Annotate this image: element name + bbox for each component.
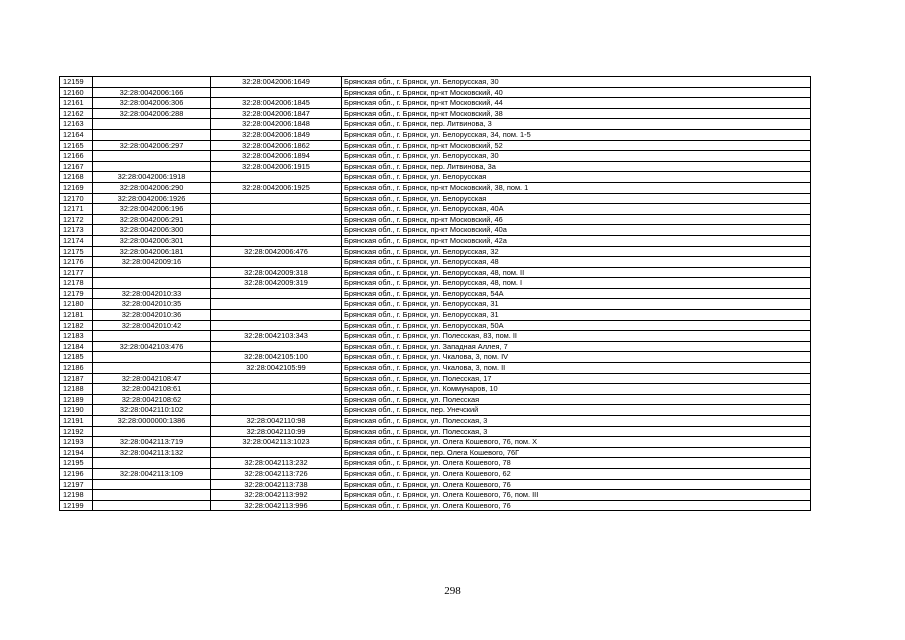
cadastral-number-land: 32:28:0042006:306 bbox=[93, 98, 211, 109]
cadastral-number-building bbox=[211, 394, 342, 405]
page-number: 298 bbox=[444, 585, 461, 597]
cadastral-number-land bbox=[93, 161, 211, 172]
table-row bbox=[60, 278, 811, 289]
cadastral-number-building: 32:28:0042105:99 bbox=[211, 363, 342, 374]
table-row bbox=[60, 490, 811, 501]
table-row bbox=[60, 108, 811, 119]
address-cell: Брянская обл., г. Брянск, ул. Белорусская, 54А bbox=[342, 288, 811, 299]
table-row bbox=[60, 161, 811, 172]
table-row bbox=[60, 363, 811, 374]
address-cell: Брянская обл., г. Брянск, ул. Полесская, 3 bbox=[342, 426, 811, 437]
address-cell: Брянская обл., г. Брянск, пр-кт Московский, 42а bbox=[342, 235, 811, 246]
cadastral-number-building: 32:28:0042006:1849 bbox=[211, 129, 342, 140]
table-row bbox=[60, 225, 811, 236]
address-cell: Брянская обл., г. Брянск, ул. Полесская, 17 bbox=[342, 373, 811, 384]
cadastral-number-land: 32:28:0042006:1918 bbox=[93, 172, 211, 183]
cadastral-number-land: 32:28:0042006:288 bbox=[93, 108, 211, 119]
cadastral-number-building: 32:28:0042105:100 bbox=[211, 352, 342, 363]
address-cell: Брянская обл., г. Брянск, пр-кт Московский, 52 bbox=[342, 140, 811, 151]
row-number: 12163 bbox=[60, 119, 93, 130]
address-cell: Брянская обл., г. Брянск, пр-кт Московский, 38, пом. 1 bbox=[342, 182, 811, 193]
cadastral-number-building bbox=[211, 235, 342, 246]
table-row bbox=[60, 373, 811, 384]
row-number: 12173 bbox=[60, 225, 93, 236]
row-number: 12199 bbox=[60, 500, 93, 511]
cadastral-number-building bbox=[211, 214, 342, 225]
address-cell: Брянская обл., г. Брянск, ул. Белорусская bbox=[342, 172, 811, 183]
row-number: 12188 bbox=[60, 384, 93, 395]
cadastral-number-land: 32:28:0042006:291 bbox=[93, 214, 211, 225]
table-row bbox=[60, 77, 811, 88]
cadastral-number-land: 32:28:0042006:297 bbox=[93, 140, 211, 151]
address-cell: Брянская обл., г. Брянск, ул. Коммунаров, 10 bbox=[342, 384, 811, 395]
table-row bbox=[60, 320, 811, 331]
row-number: 12194 bbox=[60, 447, 93, 458]
cadastral-number-building bbox=[211, 310, 342, 321]
cadastral-number-land: 32:28:0042006:300 bbox=[93, 225, 211, 236]
cadastral-number-land: 32:28:0042010:33 bbox=[93, 288, 211, 299]
row-number: 12174 bbox=[60, 235, 93, 246]
cadastral-number-building: 32:28:0042006:1862 bbox=[211, 140, 342, 151]
cadastral-number-building bbox=[211, 172, 342, 183]
address-cell: Брянская обл., г. Брянск, ул. Белорусская, 48, пом. II bbox=[342, 267, 811, 278]
row-number: 12191 bbox=[60, 416, 93, 427]
cadastral-number-building: 32:28:0042009:318 bbox=[211, 267, 342, 278]
table-row bbox=[60, 182, 811, 193]
cadastral-number-building: 32:28:0042006:1915 bbox=[211, 161, 342, 172]
address-cell: Брянская обл., г. Брянск, ул. Белорусская, 32 bbox=[342, 246, 811, 257]
address-cell: Брянская обл., г. Брянск, ул. Чкалова, 3, пом. IV bbox=[342, 352, 811, 363]
cadastral-number-building: 32:28:0042006:476 bbox=[211, 246, 342, 257]
cadastral-number-land bbox=[93, 458, 211, 469]
cadastral-number-land bbox=[93, 479, 211, 490]
cadastral-number-land bbox=[93, 267, 211, 278]
table-row bbox=[60, 235, 811, 246]
cadastral-number-building bbox=[211, 204, 342, 215]
row-number: 12177 bbox=[60, 267, 93, 278]
address-cell: Брянская обл., г. Брянск, пер. Литвинова, 3а bbox=[342, 161, 811, 172]
row-number: 12196 bbox=[60, 468, 93, 479]
cadastral-number-building: 32:28:0042113:996 bbox=[211, 500, 342, 511]
row-number: 12198 bbox=[60, 490, 93, 501]
row-number: 12161 bbox=[60, 98, 93, 109]
address-cell: Брянская обл., г. Брянск, ул. Белорусская, 31 bbox=[342, 310, 811, 321]
cadastral-number-building: 32:28:0042113:726 bbox=[211, 468, 342, 479]
table-row bbox=[60, 416, 811, 427]
cadastral-number-building bbox=[211, 384, 342, 395]
cadastral-number-land: 32:28:0042108:62 bbox=[93, 394, 211, 405]
row-number: 12175 bbox=[60, 246, 93, 257]
table-row bbox=[60, 119, 811, 130]
row-number: 12165 bbox=[60, 140, 93, 151]
cadastral-number-building: 32:28:0042006:1848 bbox=[211, 119, 342, 130]
cadastral-number-building: 32:28:0042113:992 bbox=[211, 490, 342, 501]
cadastral-number-building bbox=[211, 447, 342, 458]
row-number: 12168 bbox=[60, 172, 93, 183]
cadastral-number-building bbox=[211, 225, 342, 236]
cadastral-number-building: 32:28:0042006:1649 bbox=[211, 77, 342, 88]
table-row bbox=[60, 87, 811, 98]
cadastral-number-building bbox=[211, 341, 342, 352]
address-cell: Брянская обл., г. Брянск, ул. Чкалова, 3, пом. II bbox=[342, 363, 811, 374]
row-number: 12162 bbox=[60, 108, 93, 119]
address-cell: Брянская обл., г. Брянск, ул. Белорусская, 48 bbox=[342, 257, 811, 268]
cadastral-number-land: 32:28:0042010:42 bbox=[93, 320, 211, 331]
table-row bbox=[60, 299, 811, 310]
address-cell: Брянская обл., г. Брянск, ул. Олега Кошевого, 76, пом. X bbox=[342, 437, 811, 448]
address-cell: Брянская обл., г. Брянск, пер. Литвинова, 3 bbox=[342, 119, 811, 130]
cadastral-number-building: 32:28:0042113:1023 bbox=[211, 437, 342, 448]
cadastral-number-land: 32:28:0042110:102 bbox=[93, 405, 211, 416]
row-number: 12190 bbox=[60, 405, 93, 416]
table-row bbox=[60, 426, 811, 437]
cadastral-number-land: 32:28:0042006:1926 bbox=[93, 193, 211, 204]
row-number: 12179 bbox=[60, 288, 93, 299]
cadastral-number-land bbox=[93, 278, 211, 289]
table-row bbox=[60, 394, 811, 405]
row-number: 12172 bbox=[60, 214, 93, 225]
cadastral-number-land: 32:28:0042108:47 bbox=[93, 373, 211, 384]
cadastral-number-building: 32:28:0042113:738 bbox=[211, 479, 342, 490]
cadastral-number-building: 32:28:0042009:319 bbox=[211, 278, 342, 289]
cadastral-number-land bbox=[93, 352, 211, 363]
table-row bbox=[60, 214, 811, 225]
cadastral-number-building bbox=[211, 193, 342, 204]
cadastral-number-building bbox=[211, 373, 342, 384]
address-cell: Брянская обл., г. Брянск, ул. Белорусская, 50А bbox=[342, 320, 811, 331]
row-number: 12197 bbox=[60, 479, 93, 490]
table-row bbox=[60, 193, 811, 204]
row-number: 12189 bbox=[60, 394, 93, 405]
row-number: 12186 bbox=[60, 363, 93, 374]
row-number: 12185 bbox=[60, 352, 93, 363]
cadastral-number-land: 32:28:0000000:1386 bbox=[93, 416, 211, 427]
cadastral-number-land: 32:28:0042010:35 bbox=[93, 299, 211, 310]
row-number: 12166 bbox=[60, 151, 93, 162]
address-cell: Брянская обл., г. Брянск, ул. Белорусская, 30 bbox=[342, 151, 811, 162]
table-row bbox=[60, 257, 811, 268]
table-row bbox=[60, 458, 811, 469]
row-number: 12183 bbox=[60, 331, 93, 342]
cadastral-number-building: 32:28:0042006:1894 bbox=[211, 151, 342, 162]
address-cell: Брянская обл., г. Брянск, ул. Олега Кошевого, 62 bbox=[342, 468, 811, 479]
row-number: 12187 bbox=[60, 373, 93, 384]
table-row bbox=[60, 447, 811, 458]
cadastral-number-land: 32:28:0042010:36 bbox=[93, 310, 211, 321]
cadastral-number-building bbox=[211, 87, 342, 98]
address-cell: Брянская обл., г. Брянск, ул. Олега Кошевого, 76 bbox=[342, 500, 811, 511]
row-number: 12176 bbox=[60, 257, 93, 268]
address-cell: Брянская обл., г. Брянск, ул. Белорусская, 30 bbox=[342, 77, 811, 88]
cadastral-number-land: 32:28:0042108:61 bbox=[93, 384, 211, 395]
row-number: 12169 bbox=[60, 182, 93, 193]
table-row bbox=[60, 172, 811, 183]
table-row bbox=[60, 140, 811, 151]
table-row bbox=[60, 310, 811, 321]
cadastral-number-land bbox=[93, 119, 211, 130]
table-row bbox=[60, 267, 811, 278]
row-number: 12171 bbox=[60, 204, 93, 215]
row-number: 12167 bbox=[60, 161, 93, 172]
cadastral-number-land: 32:28:0042113:719 bbox=[93, 437, 211, 448]
table-row bbox=[60, 331, 811, 342]
address-cell: Брянская обл., г. Брянск, пр-кт Московский, 44 bbox=[342, 98, 811, 109]
table-body bbox=[60, 77, 811, 511]
cadastral-number-land: 32:28:0042113:109 bbox=[93, 468, 211, 479]
cadastral-number-building: 32:28:0042006:1847 bbox=[211, 108, 342, 119]
table-row bbox=[60, 500, 811, 511]
address-cell: Брянская обл., г. Брянск, пр-кт Московский, 40а bbox=[342, 225, 811, 236]
cadastral-number-building: 32:28:0042110:99 bbox=[211, 426, 342, 437]
address-cell: Брянская обл., г. Брянск, пер. Олега Кошевого, 76Г bbox=[342, 447, 811, 458]
address-cell: Брянская обл., г. Брянск, ул. Олега Кошевого, 78 bbox=[342, 458, 811, 469]
address-cell: Брянская обл., г. Брянск, ул. Полесская, 83, пом. II bbox=[342, 331, 811, 342]
cadastral-number-building bbox=[211, 299, 342, 310]
table-row bbox=[60, 468, 811, 479]
table-row bbox=[60, 98, 811, 109]
address-cell: Брянская обл., г. Брянск, ул. Белорусская bbox=[342, 193, 811, 204]
address-cell: Брянская обл., г. Брянск, пр-кт Московский, 38 bbox=[342, 108, 811, 119]
table-row bbox=[60, 384, 811, 395]
row-number: 12170 bbox=[60, 193, 93, 204]
cadastral-number-land: 32:28:0042103:476 bbox=[93, 341, 211, 352]
cadastral-number-land: 32:28:0042006:181 bbox=[93, 246, 211, 257]
address-cell: Брянская обл., г. Брянск, ул. Западная Аллея, 7 bbox=[342, 341, 811, 352]
cadastral-number-building: 32:28:0042110:98 bbox=[211, 416, 342, 427]
cadastral-number-land bbox=[93, 331, 211, 342]
address-cell: Брянская обл., г. Брянск, ул. Белорусская, 40А bbox=[342, 204, 811, 215]
table-row bbox=[60, 204, 811, 215]
cadastral-number-building: 32:28:0042006:1925 bbox=[211, 182, 342, 193]
row-number: 12192 bbox=[60, 426, 93, 437]
row-number: 12164 bbox=[60, 129, 93, 140]
row-number: 12195 bbox=[60, 458, 93, 469]
table-row bbox=[60, 405, 811, 416]
address-cell: Брянская обл., г. Брянск, ул. Полесская, 3 bbox=[342, 416, 811, 427]
address-cell: Брянская обл., г. Брянск, ул. Белорусская, 34, пом. 1-5 bbox=[342, 129, 811, 140]
cadastral-number-land bbox=[93, 363, 211, 374]
cadastral-number-land bbox=[93, 426, 211, 437]
table-row bbox=[60, 352, 811, 363]
address-cell: Брянская обл., г. Брянск, ул. Белорусская, 48, пом. I bbox=[342, 278, 811, 289]
cadastral-number-building bbox=[211, 257, 342, 268]
row-number: 12181 bbox=[60, 310, 93, 321]
cadastral-number-building: 32:28:0042006:1845 bbox=[211, 98, 342, 109]
row-number: 12180 bbox=[60, 299, 93, 310]
cadastral-number-land: 32:28:0042113:132 bbox=[93, 447, 211, 458]
address-cell: Брянская обл., г. Брянск, пр-кт Московский, 46 bbox=[342, 214, 811, 225]
cadastral-number-land: 32:28:0042009:16 bbox=[93, 257, 211, 268]
cadastral-number-land bbox=[93, 151, 211, 162]
row-number: 12193 bbox=[60, 437, 93, 448]
address-cell: Брянская обл., г. Брянск, пер. Унечский bbox=[342, 405, 811, 416]
address-cell: Брянская обл., г. Брянск, ул. Белорусская, 31 bbox=[342, 299, 811, 310]
cadastral-number-building: 32:28:0042113:232 bbox=[211, 458, 342, 469]
address-cell: Брянская обл., г. Брянск, пр-кт Московский, 40 bbox=[342, 87, 811, 98]
row-number: 12159 bbox=[60, 77, 93, 88]
table-row bbox=[60, 288, 811, 299]
cadastral-number-land: 32:28:0042006:166 bbox=[93, 87, 211, 98]
address-cell: Брянская обл., г. Брянск, ул. Полесская bbox=[342, 394, 811, 405]
row-number: 12184 bbox=[60, 341, 93, 352]
cadastral-number-land bbox=[93, 77, 211, 88]
row-number: 12178 bbox=[60, 278, 93, 289]
address-cell: Брянская обл., г. Брянск, ул. Олега Кошевого, 76 bbox=[342, 479, 811, 490]
table-row bbox=[60, 341, 811, 352]
table-row bbox=[60, 479, 811, 490]
cadastral-number-land bbox=[93, 500, 211, 511]
row-number: 12182 bbox=[60, 320, 93, 331]
cadastral-number-building bbox=[211, 320, 342, 331]
table-row bbox=[60, 246, 811, 257]
cadastral-number-land bbox=[93, 129, 211, 140]
row-number: 12160 bbox=[60, 87, 93, 98]
table-row bbox=[60, 129, 811, 140]
cadastral-number-building: 32:28:0042103:343 bbox=[211, 331, 342, 342]
table-row bbox=[60, 437, 811, 448]
cadastral-number-land: 32:28:0042006:196 bbox=[93, 204, 211, 215]
table-row bbox=[60, 151, 811, 162]
cadastral-number-land: 32:28:0042006:290 bbox=[93, 182, 211, 193]
cadastral-number-land bbox=[93, 490, 211, 501]
property-table bbox=[59, 76, 811, 511]
cadastral-number-building bbox=[211, 405, 342, 416]
cadastral-number-building bbox=[211, 288, 342, 299]
cadastral-number-land: 32:28:0042006:301 bbox=[93, 235, 211, 246]
address-cell: Брянская обл., г. Брянск, ул. Олега Кошевого, 76, пом. III bbox=[342, 490, 811, 501]
